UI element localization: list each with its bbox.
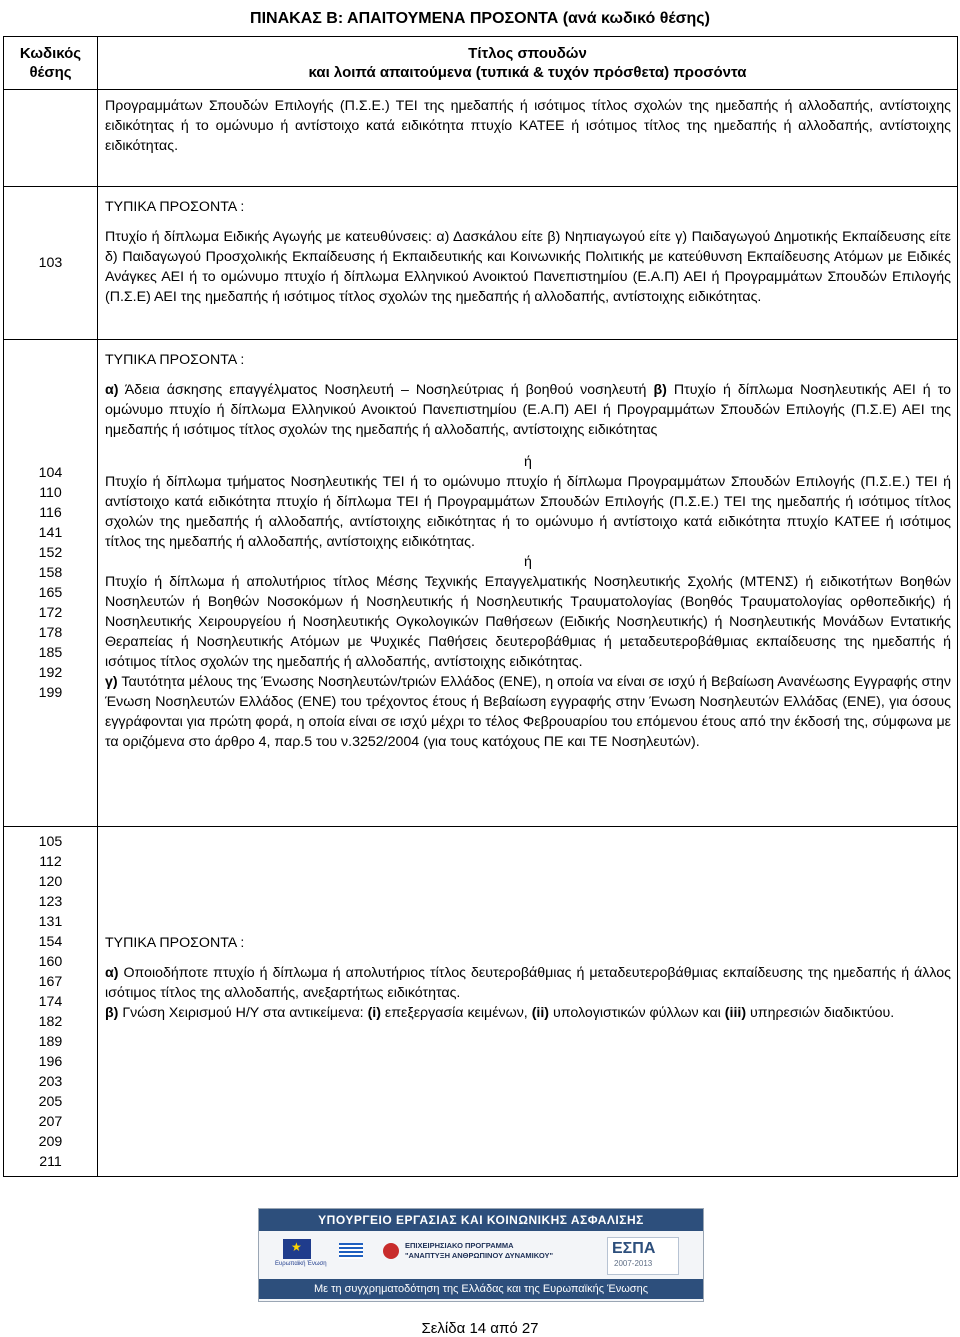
qualification-paragraph-b <box>105 1003 951 1023</box>
position-code-list <box>4 832 97 1172</box>
item-text: Πτυχίο ή δίπλωμα Νοσηλευτικής ΑΕΙ ή το ομώνυμο πτυχίο ή δίπλωμα Ελληνικού Ανοικτού Πανεπιστημίου (Ε.Α.Π) ΑΕΙ ή Προγραμμάτων Σπουδών Επιλογής (Π.Σ.Ε) ΑΕΙ της ημεδαπής ή ισότιμος τίτλος σχολών της ημεδαπής ή αλλοδαπής, αντίστοιχης ειδικότητας <box>105 382 951 438</box>
logos-strip <box>259 1231 703 1279</box>
position-code: 104 <box>38 465 63 481</box>
qualification-cell <box>98 340 958 827</box>
header-title-line1: Τίτλος σπουδών <box>468 45 587 62</box>
position-code: 178 <box>38 625 63 641</box>
item-label: α) <box>105 382 119 398</box>
position-code: 103 <box>38 255 63 271</box>
item-text: Οποιοδήποτε πτυχίο ή δίπλωμα ή απολυτήριος τίτλος δευτεροβάθμιας ή μεταδευτεροβάθμιας εκπαίδευσης της ημεδαπής ή άλλος ισότιμος τίτλος της αλλοδαπής, ανεξαρτήτως ειδικότητας. <box>105 965 951 1001</box>
position-code: 123 <box>38 894 63 910</box>
section-heading: ΤΥΠΙΚΑ ΠΡΟΣΟΝΤΑ : <box>105 352 245 368</box>
item-text: Γνώση Χειρισμού Η/Υ στα αντικείμενα: <box>122 1005 364 1021</box>
position-code: 167 <box>38 974 63 990</box>
table-row <box>4 187 958 340</box>
header-title <box>98 37 958 90</box>
cofunding-banner <box>258 1208 704 1302</box>
op-line: ΕΠΙΧΕΙΡΗΣΙΑΚΟ ΠΡΟΓΡΑΜΜΑ <box>405 1241 514 1250</box>
or-separator: ή <box>524 454 532 470</box>
qualification-paragraph-a <box>105 380 951 440</box>
page-title: ΠΙΝΑΚΑΣ Β: ΑΠΑΙΤΟΥΜΕΝΑ ΠΡΟΣΟΝΤΑ (ανά κωδικό θέσης) <box>250 10 710 27</box>
position-code: 116 <box>39 505 62 521</box>
item-text: επεξεργασία κειμένων, <box>384 1005 528 1021</box>
qualification-paragraph: Πτυχίο ή δίπλωμα τμήματος Νοσηλευτικής ΤΕΙ ή το ομώνυμο πτυχίο ή δίπλωμα Προγραμμάτων Σπουδών Επιλογής (Π.Σ.Ε.) ΤΕΙ ή αντίστοιχο κατά ειδικότητα πτυχίο ή δίπλωμα ΤΕΙ ή Προγραμμάτων Σπουδών Επιλογής (Π.Σ.Ε.) ΤΕΙ της ημεδαπής ή ισότιμος τίτλος σχολών της ημεδαπής ή αλλοδαπής, αντίστοιχης ειδικότητας ή το ομώνυμο ή αντίστοιχο κατά ειδικότητα πτυχίο ΚΑΤΕΕ ή ισότιμος τίτλος της ημεδαπής ή αλλοδαπής, αντίστοιχης ειδικότητας. <box>105 474 951 550</box>
position-code: 203 <box>38 1074 63 1090</box>
header-code <box>4 37 98 90</box>
code-cell <box>4 340 98 827</box>
position-code: 205 <box>38 1094 63 1110</box>
position-code: 110 <box>39 485 62 501</box>
operational-programme-label <box>405 1241 553 1261</box>
position-code: 192 <box>38 665 63 681</box>
item-label: γ) <box>105 674 118 690</box>
item-label: α) <box>105 965 119 981</box>
item-label: (iii) <box>724 1005 747 1021</box>
or-separator: ή <box>524 554 532 570</box>
position-code: 152 <box>38 545 63 561</box>
espa-logo <box>607 1237 679 1275</box>
position-code: 199 <box>38 685 63 701</box>
item-text: Ταυτότητα μέλους της Ένωσης Νοσηλευτών/τριών Ελλάδος (ΕΝΕ), η οποία να είναι σε ισχύ ή Βεβαίωση Ανανέωσης Εγγραφής στην Ένωση Νοσηλευτών Ελλάδος (ΕΝΕ) του τρέχοντος έτους ή Βεβαίωση εγγραφής στην Ένωση Νοσηλευτών Ελλάδας (ΕΝΕ), για όσους εγγράφονται για πρώτη φορά, η οποία είναι σε ισχύ μέχρι το τέλος Φεβρουαρίου του επόμενου έτους από την έκδοσή της, σύμφωνα με τα οριζόμενα στο άρθρο 4, παρ.5 του ν.3252/2004 (για τους κατόχους ΠΕ και ΤΕ Νοσηλευτών). <box>105 674 952 750</box>
position-code: 174 <box>38 994 63 1010</box>
position-code: 185 <box>38 645 63 661</box>
position-code: 105 <box>38 834 63 850</box>
requirements-table <box>3 36 958 1177</box>
position-code: 141 <box>38 525 63 541</box>
position-code: 207 <box>38 1114 63 1130</box>
qualification-text: Πτυχίο ή δίπλωμα Ειδικής Αγωγής με κατευθύνσεις: α) Δασκάλου είτε β) Νηπιαγωγού είτε γ) Παιδαγωγού Δημοτικής Εκπαίδευσης είτε δ) Παιδαγωγού Προσχολικής Εκπαίδευσης ή Εκπαιδευτικής και Κοινωνικής Πολιτικής με κατεύθυνση Εκπαίδευσης Ατόμων με Ειδικές Ανάγκες ΑΕΙ ή το ομώνυμο πτυχίο ή δίπλωμα Ελληνικού Ανοικτού Πανεπιστημίου (Ε.Α.Π) ΑΕΙ ή Προγραμμάτων Σπουδών Επιλογής (Π.Σ.Ε) ΑΕΙ της ημεδαπής ή ισότιμος τίτλος σχολών της ημεδαπής ή αλλοδαπής, αντίστοιχης ειδικότητας. <box>105 229 951 305</box>
position-code: 189 <box>38 1034 63 1050</box>
code-cell <box>4 187 98 340</box>
position-code: 196 <box>38 1054 63 1070</box>
qualification-paragraph-a <box>105 963 951 1003</box>
espa-label: ΕΣΠΑ <box>612 1240 656 1257</box>
greek-flag-icon <box>339 1243 363 1259</box>
position-code: 131 <box>38 914 63 930</box>
item-text: Άδεια άσκησης επαγγέλματος Νοσηλευτή – Νοσηλεύτριας ή βοηθού νοσηλευτή <box>124 382 647 398</box>
eu-label: Ευρωπαϊκή Ένωση <box>275 1261 327 1267</box>
ministry-title: ΥΠΟΥΡΓΕΙΟ ΕΡΓΑΣΙΑΣ ΚΑΙ ΚΟΙΝΩΝΙΚΗΣ ΑΣΦΑΛΙΣΗΣ <box>259 1209 703 1231</box>
item-text: υπηρεσιών διαδικτύου. <box>750 1005 895 1021</box>
table-row <box>4 827 958 1177</box>
qualification-text: Προγραμμάτων Σπουδών Επιλογής (Π.Σ.Ε.) ΤΕΙ της ημεδαπής ή ισότιμος τίτλος σχολών της ημεδαπής ή αλλοδαπής, αντίστοιχης ειδικότητας ή το ομώνυμο ή αντίστοιχο κατά ειδικότητα πτυχίο ΚΑΤΕΕ ή ισότιμος τίτλος της ημεδαπής ή αλλοδαπής, αντίστοιχης ειδικότητας. <box>105 98 951 154</box>
qualification-cell <box>98 187 958 340</box>
section-heading: ΤΥΠΙΚΑ ΠΡΟΣΟΝΤΑ : <box>105 935 245 951</box>
code-cell <box>4 827 98 1177</box>
position-code: 160 <box>38 954 63 970</box>
position-code: 182 <box>38 1014 63 1030</box>
qualification-cell <box>98 90 958 187</box>
op-line: "ΑΝΑΠΤΥΞΗ ΑΝΘΡΩΠΙΝΟΥ ΔΥΝΑΜΙΚΟΥ" <box>405 1251 554 1260</box>
position-code: 120 <box>38 874 63 890</box>
position-code: 112 <box>39 854 62 870</box>
item-label: β) <box>653 382 667 398</box>
item-label: (i) <box>367 1005 381 1021</box>
qualification-paragraph-c <box>105 672 951 752</box>
position-code: 209 <box>38 1134 63 1150</box>
table-row <box>4 90 958 187</box>
eu-flag-icon <box>283 1239 311 1259</box>
position-code: 165 <box>38 585 63 601</box>
page-number: Σελίδα 14 από 27 <box>421 1320 539 1337</box>
position-code-list <box>4 463 97 703</box>
espa-years: 2007-2013 <box>614 1259 653 1268</box>
header-code-label: Κωδικός θέσης <box>19 45 82 81</box>
code-cell <box>4 90 98 187</box>
position-code: 154 <box>38 934 63 950</box>
item-label: β) <box>105 1005 119 1021</box>
section-heading: ΤΥΠΙΚΑ ΠΡΟΣΟΝΤΑ : <box>105 199 245 215</box>
operational-programme-icon <box>383 1243 399 1259</box>
cofunding-text: Με τη συγχρηματοδότηση της Ελλάδας και της Ευρωπαϊκής Ένωσης <box>259 1279 703 1299</box>
table-row <box>4 340 958 827</box>
header-title-line2: και λοιπά απαιτούμενα (τυπικά & τυχόν πρόσθετα) προσόντα <box>308 64 747 81</box>
qualification-cell <box>98 827 958 1177</box>
position-code: 211 <box>39 1154 62 1170</box>
position-code: 158 <box>38 565 63 581</box>
position-code: 172 <box>38 605 63 621</box>
item-label: (ii) <box>531 1005 550 1021</box>
qualification-paragraph: Πτυχίο ή δίπλωμα ή απολυτήριος τίτλος Μέσης Τεχνικής Επαγγελματικής Νοσηλευτικής Σχολής (ΜΤΕΝΣ) ή ειδικοτήτων Βοηθών Νοσηλευτών ή Βοηθών Νοσοκόμων ή Νοσηλευτικής ή Νοσηλευτικής Τραυματολογίας (Βοηθός Τραυματολογίας ορθοπεδικής) ή Νοσηλευτικής Χειρουργείου ή Νοσηλευτικής Ογκολογικών Παθήσεων (Ειδικής Νοσηλευτικής) ή Νοσηλευτικής Μονάδων Εντατικής Θεραπείας ή Νοσηλευτικής Ατόμων με Ψυχικές Παθήσεις δευτεροβάθμιας ή μεταδευτεροβάθμιας εκπαίδευσης της ημεδαπής ή ισότιμος τίτλος σχολών της ημεδαπής ή αλλοδαπής, αντίστοιχης ειδικότητας. <box>105 574 951 670</box>
table-header-row <box>4 37 958 90</box>
item-text: υπολογιστικών φύλλων και <box>552 1005 721 1021</box>
